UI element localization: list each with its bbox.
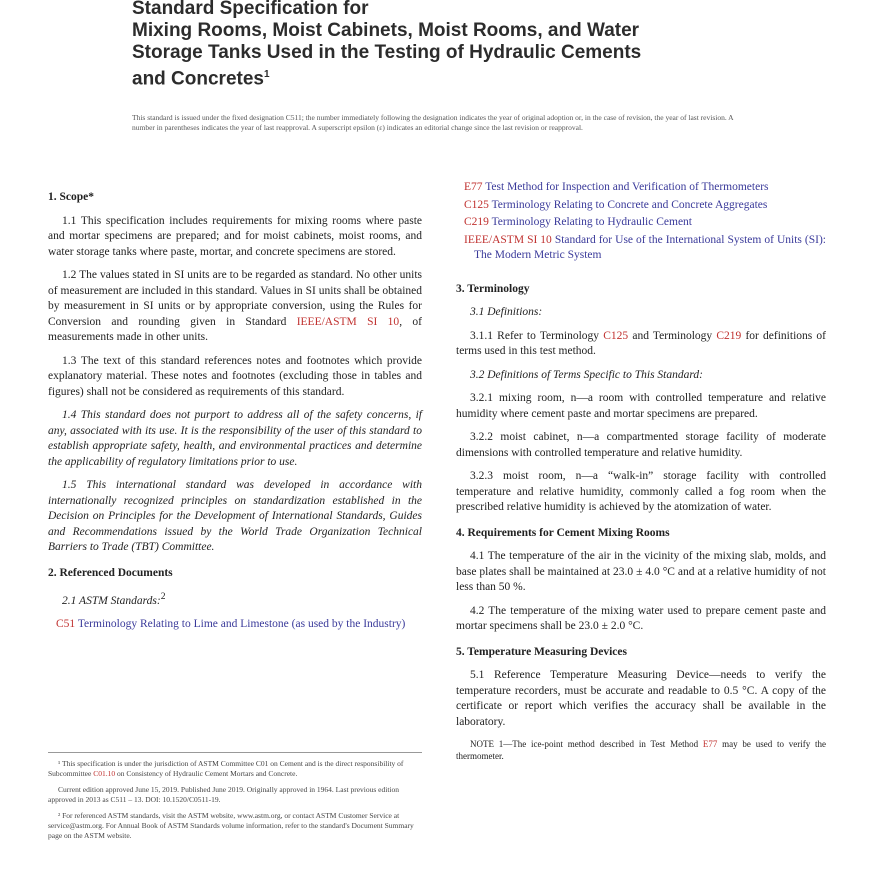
reference-item-e77	[456, 180, 826, 196]
paragraph-3-1: 3.1 Definitions:	[470, 306, 543, 318]
section-heading-referenced-documents: 2. Referenced Documents	[48, 566, 173, 579]
paragraph-5-1: 5.1 Reference Temperature Measuring Device—needs to verify the temperature recorders, must be accurate and readable to 0.5 °C. A copy of the certificate or report which verifies the accuracy shall be available in the laboratory.	[456, 669, 826, 728]
reference-title[interactable]: Terminology Relating to Hydraulic Cement	[488, 216, 692, 228]
section-heading-temperature-devices: 5. Temperature Measuring Devices	[456, 645, 627, 658]
paragraph-3-2-3: 3.2.3 moist room, n—a “walk-in” storage facility with controlled temperature and relative humidity, commonly called a fog room when the prescribed relative humidity is achieved by the atomization of water.	[456, 470, 826, 513]
paragraph-1-2	[48, 268, 422, 346]
title-line-text: and Concretes	[132, 68, 264, 90]
paragraph-3-2-1: 3.2.1 mixing room, n—a room with controlled temperature and relative humidity where cement paste and mortar specimens are prepared.	[456, 392, 826, 420]
footnote-1-edition: Current edition approved June 15, 2019. Published June 2019. Originally approved in 1964. Last previous edition approved in 2013 as C511 – 13. DOI: 10.1520/C0511-19.	[48, 785, 399, 804]
footnote-2: ² For referenced ASTM standards, visit the ASTM website, www.astm.org, or contact ASTM Customer Service at service@astm.org. For Annual Book of ASTM Standards volume information, refer to the standard's Document Summary page on the ASTM website.	[48, 811, 414, 840]
paragraph-2-1	[48, 589, 422, 609]
section-heading-terminology: 3. Terminology	[456, 282, 530, 295]
footnotes	[48, 752, 422, 847]
reference-title[interactable]: Terminology Relating to Concrete and Concrete Aggregates	[488, 198, 768, 211]
paragraph-3-2: 3.2 Definitions of Terms Specific to This Standard:	[470, 368, 703, 381]
paragraph-4-2: 4.2 The temperature of the mixing water used to prepare cement paste and mortar specimens shall be 23.0 ± 2.0 °C.	[456, 604, 826, 632]
paragraph-1-1: 1.1 This specification includes requirements for mixing rooms where paste and mortar specimens are prepared; and for moist cabinets, moist rooms, and water storage tanks where paste, mortar, and concrete specimens are stored.	[48, 214, 422, 258]
paragraph-4-1: 4.1 The temperature of the air in the vicinity of the mixing slab, molds, and base plates shall be maintained at 23.0 ± 4.0 °C and at a relative humidity of not less than 50 %.	[456, 550, 826, 593]
paragraph-1-4: 1.4 This standard does not purport to address all of the safety concerns, if any, associated with its use. It is the responsibility of the user of this standard to establish appropriate safety, health, and environmental practices and determine the applicability of regulatory limitations prior to use.	[48, 409, 422, 468]
paragraph-1-3: 1.3 The text of this standard references notes and footnotes which provide explanatory material. These notes and footnotes (excluding those in tables and figures) shall not be considered as requirements of this standard.	[48, 354, 422, 398]
reference-link-c125[interactable]: C125	[603, 329, 629, 342]
note-text: may be used to verify the thermometer.	[456, 739, 827, 761]
reference-link-c125[interactable]: C125	[464, 198, 489, 211]
section-heading-mixing-rooms: 4. Requirements for Cement Mixing Rooms	[456, 526, 670, 539]
paragraph-text: 3.1.1 Refer to Terminology	[470, 329, 604, 342]
paragraph-3-1-1	[456, 329, 826, 360]
footnote-marker: 2	[160, 591, 166, 602]
paragraph-text: for definitions of terms used in this test method.	[456, 329, 826, 357]
paragraph-1-5: 1.5 This international standard was developed in accordance with internationally recognized principles on standardization established in the Decision on Principles for the Development of International Standards, Guides and Recommendations issued by the World Trade Organization Technical Barriers to Trade (TBT) Committee.	[48, 479, 422, 553]
title-footnote-marker: 1	[263, 69, 270, 80]
reference-item-c125	[456, 198, 826, 214]
reference-title[interactable]: Test Method for Inspection and Verification of Thermometers	[482, 181, 769, 193]
reference-item-si10	[456, 233, 826, 264]
section-heading-scope: 1. Scope*	[48, 191, 94, 203]
reference-link-si10[interactable]: IEEE/ASTM SI 10	[296, 315, 400, 328]
reference-link-c219[interactable]: C219	[464, 216, 489, 228]
reference-link-c219[interactable]: C219	[716, 329, 742, 342]
paragraph-text: , of measurements made in other units.	[48, 315, 422, 343]
reference-link-c0110[interactable]: C01.10	[93, 769, 116, 778]
reference-link-c51[interactable]: C51	[56, 618, 76, 631]
note-1	[456, 738, 826, 762]
reference-item-c219	[456, 215, 826, 231]
title-line: Standard Specification for	[132, 0, 369, 19]
title-line: Storage Tanks Used in the Testing of Hydraulic Cements	[132, 42, 642, 63]
right-column	[456, 180, 826, 762]
reference-link-e77[interactable]: E77	[464, 181, 483, 193]
paragraph-3-2-2: 3.2.2 moist cabinet, n—a compartmented storage facility of moderate dimensions with controlled temperature and relative humidity.	[456, 431, 826, 459]
title-line	[132, 64, 772, 90]
reference-item-c51	[48, 617, 422, 633]
reference-link-e77[interactable]: E77	[702, 739, 718, 749]
document-title	[132, 0, 772, 90]
reference-title[interactable]: Terminology Relating to Lime and Limestone (as used by the Industry)	[75, 618, 406, 631]
note-text: NOTE 1—The ice-point method described in Test Method	[470, 739, 703, 749]
footnote-text: ¹ This specification is under the jurisdiction of ASTM Committee C01 on Cement and is the direct responsibility of Subcommittee	[48, 759, 404, 778]
footnote-1	[48, 759, 422, 779]
paragraph-text: 1.2 The values stated in SI units are to be regarded as standard. No other units of measurement are included in this standard. Values in SI units shall be obtained by measurement in SI units or by appropriate conversion, using the Rules for Conversion and rounding given in Standard	[48, 269, 422, 328]
reference-title[interactable]: Standard for Use of the International System of Units (SI): The Modern Metric System	[474, 233, 826, 261]
left-column	[48, 180, 422, 635]
paragraph-text: 2.1 ASTM Standards:	[62, 594, 161, 607]
paragraph-text: and Terminology	[628, 329, 717, 342]
title-line: Mixing Rooms, Moist Cabinets, Moist Rooms, and Water	[132, 20, 640, 41]
designation-notice: This standard is issued under the fixed designation C511; the number immediately following the designation indicates the year of original adoption or, in the case of revision, the year of last revision. A number in parentheses indicates the year of last reapproval. A superscript epsilon (ε) indicates an editorial change since the last revision or reapproval.	[132, 113, 734, 132]
reference-link-si10[interactable]: IEEE/ASTM SI 10	[464, 233, 552, 246]
footnote-text: on Consistency of Hydraulic Cement Mortars and Concrete.	[115, 769, 298, 778]
